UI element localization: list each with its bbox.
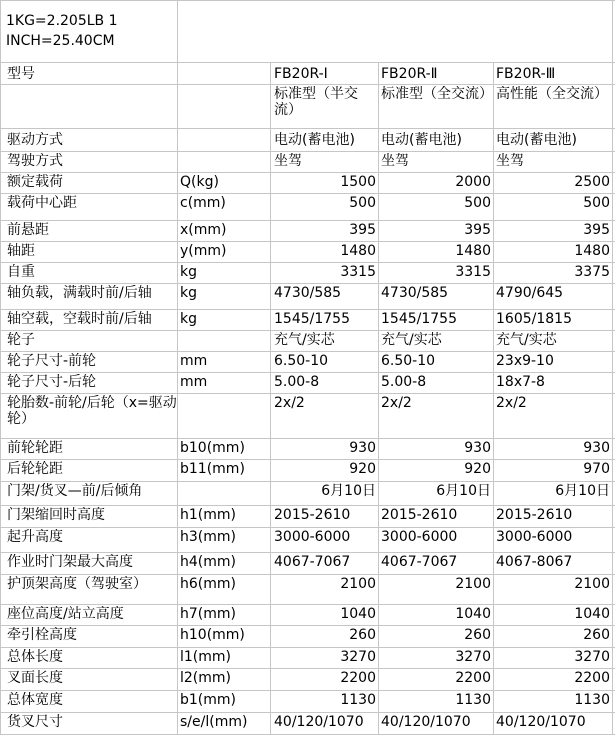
row-value: 1480 [455, 243, 491, 259]
row-value: 3270 [455, 649, 491, 665]
row-value: 充气/实芯 [274, 332, 335, 348]
row-value: 电动(蓄电池) [381, 132, 462, 148]
row-unit: s/e/l(mm) [180, 714, 248, 730]
grid-hline [0, 712, 615, 713]
row-value: 2100 [340, 576, 376, 592]
row-value: 1545/1755 [381, 311, 457, 327]
row-value: 4067-7067 [274, 554, 351, 570]
row-unit: mm [180, 374, 208, 390]
row-value: 2015-2610 [496, 507, 573, 523]
row-value: 395 [349, 222, 376, 238]
row-value: 2200 [340, 670, 376, 686]
row-value: 2015-2610 [381, 507, 458, 523]
model-type-3: 高性能（全交流） [496, 86, 608, 102]
model-name-2: FB20R-Ⅱ [381, 66, 438, 82]
row-value: 4730/585 [381, 285, 449, 301]
row-unit: l1(mm) [180, 649, 231, 665]
row-value: 1130 [455, 692, 491, 708]
row-unit: h10(mm) [180, 627, 245, 643]
row-value: 18x7-8 [496, 374, 545, 390]
row-value: 500 [583, 195, 610, 211]
row-value: 2500 [574, 174, 610, 190]
row-value: 6.50-10 [274, 353, 329, 369]
row-unit: b11(mm) [180, 461, 245, 477]
row-value: 500 [349, 195, 376, 211]
row-value: 3315 [340, 264, 376, 280]
row-label: 轴负载，满载时前/后轴 [7, 285, 152, 301]
grid-vline [493, 62, 494, 735]
row-value: 4067-8067 [496, 554, 573, 570]
row-value: 2200 [455, 670, 491, 686]
row-value: 4730/585 [274, 285, 342, 301]
grid-hline [0, 552, 615, 553]
row-value: 坐驾 [496, 153, 524, 169]
row-value: 1500 [340, 174, 376, 190]
row-unit: h3(mm) [180, 529, 236, 545]
row-label: 轴空载，空载时前/后轴 [7, 311, 152, 327]
row-unit: Q(kg) [180, 174, 219, 190]
grid-vline [0, 0, 1, 735]
grid-hline [0, 604, 615, 605]
grid-hline [0, 84, 615, 85]
grid-hline [0, 309, 615, 310]
row-value: 2200 [574, 670, 610, 686]
row-value: 40/120/1070 [381, 714, 471, 730]
row-value: 坐驾 [274, 153, 302, 169]
row-value: 3270 [574, 649, 610, 665]
grid-hline [0, 668, 615, 669]
row-unit: l2(mm) [180, 670, 231, 686]
row-label: 驾驶方式 [7, 153, 63, 169]
row-label: 作业时门架最大高度 [7, 554, 133, 570]
row-value: 6月10日 [436, 483, 491, 499]
grid-hline [0, 262, 615, 263]
grid-hline [0, 625, 615, 626]
row-value: 1480 [574, 243, 610, 259]
row-value: 395 [583, 222, 610, 238]
row-unit: h7(mm) [180, 606, 236, 622]
row-label: 额定载荷 [7, 174, 63, 190]
grid-hline [0, 241, 615, 242]
row-value: 1040 [340, 606, 376, 622]
row-value: 4067-7067 [381, 554, 458, 570]
grid-hline [0, 438, 615, 439]
grid-vline [378, 62, 379, 735]
row-label: 门架缩回时高度 [7, 507, 105, 523]
grid-vline [177, 0, 178, 735]
row-label: 货叉尺寸 [7, 714, 63, 730]
row-value: 6.50-10 [381, 353, 436, 369]
row-value: 930 [464, 440, 491, 456]
grid-hline [0, 574, 615, 575]
row-value: 6月10日 [321, 483, 376, 499]
unit-note-line-2: INCH=25.40CM [6, 33, 115, 49]
row-value: 500 [464, 195, 491, 211]
row-unit: h6(mm) [180, 576, 236, 592]
row-value: 5.00-8 [274, 374, 320, 390]
row-value: 2000 [455, 174, 491, 190]
row-value: 3270 [340, 649, 376, 665]
model-name-1: FB20R-Ⅰ [274, 66, 328, 82]
row-value: 电动(蓄电池) [274, 132, 355, 148]
grid-hline [0, 128, 615, 129]
row-label: 后轮轮距 [7, 461, 63, 477]
row-value: 电动(蓄电池) [496, 132, 577, 148]
row-value: 2015-2610 [274, 507, 351, 523]
row-unit: b1(mm) [180, 692, 236, 708]
row-value: 充气/实芯 [381, 332, 442, 348]
grid-hline [0, 351, 615, 352]
row-value: 3375 [574, 264, 610, 280]
row-value: 3315 [455, 264, 491, 280]
row-value: 40/120/1070 [274, 714, 364, 730]
row-value: 1545/1755 [274, 311, 350, 327]
row-label: 驱动方式 [7, 132, 63, 148]
grid-vline [612, 0, 613, 735]
row-value: 40/120/1070 [496, 714, 586, 730]
model-label: 型号 [7, 66, 35, 82]
row-unit: x(mm) [180, 222, 227, 238]
row-label: 总体长度 [7, 649, 63, 665]
row-label: 牵引栓高度 [7, 627, 77, 643]
model-type-1: 标准型（半交流） [274, 86, 358, 118]
row-value: 5.00-8 [381, 374, 427, 390]
row-label: 护顶架高度（驾驶室） [7, 576, 147, 592]
row-value: 260 [464, 627, 491, 643]
row-label: 轴距 [7, 243, 35, 259]
row-unit: h4(mm) [180, 554, 236, 570]
row-unit: c(mm) [180, 195, 226, 211]
grid-hline [0, 172, 615, 173]
row-label: 轮子尺寸-前轮 [7, 353, 97, 369]
grid-hline [0, 283, 615, 284]
grid-hline [0, 62, 615, 63]
row-label: 轮子尺寸-后轮 [7, 374, 97, 390]
row-value: 260 [583, 627, 610, 643]
grid-hline [0, 151, 615, 152]
row-unit: mm [180, 353, 208, 369]
row-value: 1605/1815 [496, 311, 572, 327]
row-value: 坐驾 [381, 153, 409, 169]
row-value: 3000-6000 [274, 529, 351, 545]
row-value: 920 [349, 461, 376, 477]
row-value: 1480 [340, 243, 376, 259]
row-unit: kg [180, 311, 197, 327]
row-value: 920 [464, 461, 491, 477]
model-type-2: 标准型（全交流） [381, 86, 493, 102]
row-value: 260 [349, 627, 376, 643]
row-label: 叉面长度 [7, 670, 63, 686]
row-value: 23x9-10 [496, 353, 554, 369]
row-value: 4790/645 [496, 285, 564, 301]
row-label: 门架/货叉—前/后倾角 [7, 483, 143, 499]
grid-hline [0, 690, 615, 691]
row-value: 3000-6000 [496, 529, 573, 545]
row-value: 395 [464, 222, 491, 238]
row-value: 2x/2 [274, 395, 305, 411]
row-label: 前悬距 [7, 222, 49, 238]
row-value: 930 [583, 440, 610, 456]
row-value: 1130 [574, 692, 610, 708]
row-value: 2100 [455, 576, 491, 592]
row-unit: b10(mm) [180, 440, 245, 456]
row-value: 1130 [340, 692, 376, 708]
row-unit: kg [180, 285, 197, 301]
grid-hline [0, 193, 615, 194]
grid-hline [0, 459, 615, 460]
row-value: 970 [583, 461, 610, 477]
row-value: 充气/实芯 [496, 332, 557, 348]
row-label: 起升高度 [7, 529, 63, 545]
row-value: 2100 [574, 576, 610, 592]
row-label: 轮子 [7, 332, 35, 348]
row-unit: y(mm) [180, 243, 227, 259]
grid-vline [270, 62, 271, 735]
grid-hline [0, 0, 615, 1]
grid-hline [0, 220, 615, 221]
row-value: 1040 [455, 606, 491, 622]
row-label: 轮胎数-前轮/后轮（x=驱动轮） [7, 395, 177, 427]
grid-hline [0, 527, 615, 528]
row-label: 总体宽度 [7, 692, 63, 708]
model-name-3: FB20R-Ⅲ [496, 66, 556, 82]
row-value: 1040 [574, 606, 610, 622]
row-value: 2x/2 [381, 395, 412, 411]
grid-hline [0, 647, 615, 648]
unit-note-line-1: 1KG=2.205LB 1 [6, 13, 118, 29]
grid-hline [0, 372, 615, 373]
row-value: 2x/2 [496, 395, 527, 411]
grid-hline [0, 393, 615, 394]
row-value: 930 [349, 440, 376, 456]
grid-hline [0, 330, 615, 331]
grid-hline [0, 505, 615, 506]
grid-hline [0, 481, 615, 482]
row-label: 前轮轮距 [7, 440, 63, 456]
row-label: 座位高度/站立高度 [7, 606, 124, 622]
row-label: 载荷中心距 [7, 195, 77, 211]
row-label: 自重 [7, 264, 35, 280]
row-value: 6月10日 [555, 483, 610, 499]
row-unit: h1(mm) [180, 507, 236, 523]
row-unit: kg [180, 264, 197, 280]
row-value: 3000-6000 [381, 529, 458, 545]
